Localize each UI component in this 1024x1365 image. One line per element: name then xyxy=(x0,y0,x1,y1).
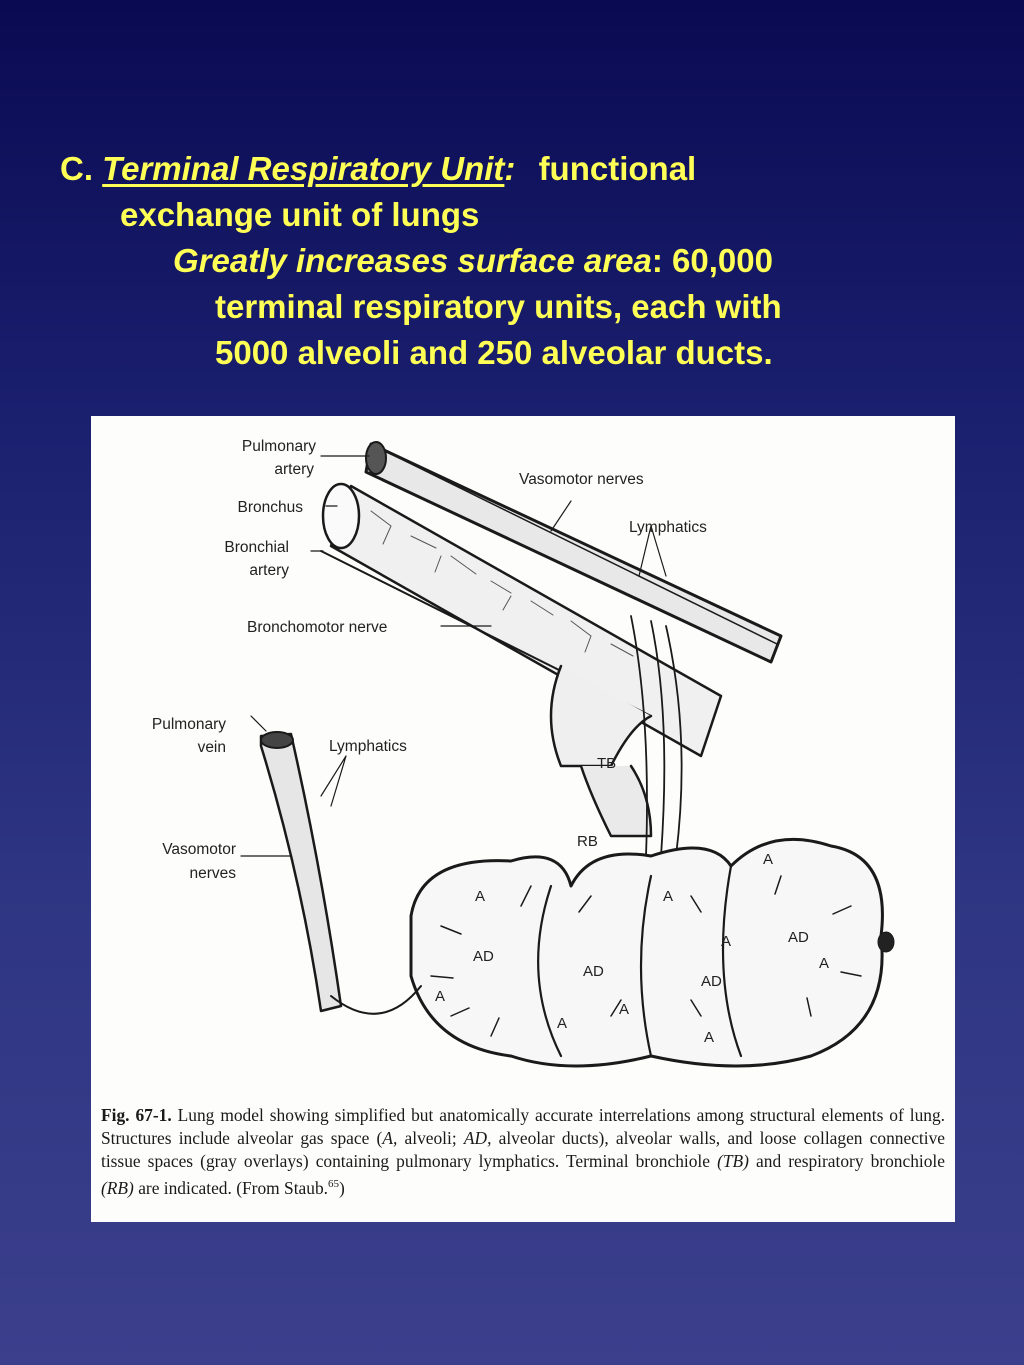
caption-a: A, xyxy=(382,1128,398,1148)
heading-line-3 xyxy=(173,238,773,284)
label-rb: RB xyxy=(577,833,598,850)
label-bronchial-artery-2: artery xyxy=(249,562,289,579)
label-alveoli: A xyxy=(704,1029,715,1046)
heading-line-1 xyxy=(60,146,696,192)
caption-text-2: alveoli; xyxy=(397,1128,464,1148)
label-alveoli: A xyxy=(619,1001,630,1018)
caption-text-1: Lung model showing simplified but anatomically accurate interrelations among structural elements of lung. Structures include alveolar gas space ( xyxy=(101,1105,946,1148)
heading-line-1-rest: functional xyxy=(538,150,697,187)
section-title-colon: : xyxy=(504,150,516,187)
label-vasomotor-nerves-2: nerves xyxy=(189,865,236,882)
label-lymphatics-mid: Lymphatics xyxy=(329,738,407,755)
lung-model-figure xyxy=(91,416,955,1222)
label-alveolar-duct: AD xyxy=(473,948,494,965)
label-pulmonary-artery-2: artery xyxy=(274,461,314,478)
label-pulmonary-artery-1: Pulmonary xyxy=(241,438,316,455)
label-vasomotor-nerves-top: Vasomotor nerves xyxy=(519,471,644,488)
caption-rb: (RB) xyxy=(101,1177,134,1198)
label-alveoli: A xyxy=(819,955,830,972)
caption-tb: (TB) xyxy=(717,1151,749,1171)
heading-line-3-rest: : 60,000 xyxy=(651,242,773,279)
caption-text-5: are indicated. (From Staub. xyxy=(133,1177,328,1198)
section-title: Terminal Respiratory Unit xyxy=(102,150,505,187)
label-pulmonary-vein-2: vein xyxy=(197,739,226,756)
label-alveoli: A xyxy=(435,988,446,1005)
label-alveoli: A xyxy=(763,851,774,868)
caption-reference: 65 xyxy=(328,1178,339,1190)
label-alveoli: A xyxy=(663,888,674,905)
label-bronchomotor-nerve: Bronchomotor nerve xyxy=(247,619,388,636)
section-letter: C. xyxy=(60,150,93,187)
label-alveolar-duct: AD xyxy=(583,963,604,980)
caption-text-3: alveolar ducts), alveolar walls, and loose collagen connective tissue spaces (gray overlays) containing pulmonary lymphatics. Terminal bronchiole xyxy=(101,1128,946,1171)
caption-ad: AD, xyxy=(463,1128,492,1148)
emphasis-surface-area: Greatly increases surface area xyxy=(173,242,652,279)
label-alveoli: A xyxy=(557,1015,568,1032)
label-alveoli: A xyxy=(475,888,486,905)
lung-model-illustration xyxy=(91,416,955,1096)
label-alveoli: A xyxy=(721,933,732,950)
label-alveolar-duct: AD xyxy=(701,973,722,990)
label-bronchial-artery-1: Bronchial xyxy=(224,539,289,556)
label-tb: TB xyxy=(597,755,617,772)
label-alveolar-duct: AD xyxy=(788,929,809,946)
heading-line-4: terminal respiratory units, each with xyxy=(215,288,782,325)
caption-text-6: ) xyxy=(339,1177,345,1198)
figure-number: Fig. 67-1. xyxy=(101,1105,172,1125)
heading-line-2: exchange unit of lungs xyxy=(120,196,480,233)
label-lymphatics-top: Lymphatics xyxy=(629,519,707,536)
caption-text-4: and respiratory bronchiole xyxy=(748,1151,945,1171)
figure-caption xyxy=(101,1104,945,1200)
label-vasomotor-nerves-1: Vasomotor xyxy=(162,841,236,858)
heading-line-5: 5000 alveoli and 250 alveolar ducts. xyxy=(215,334,773,371)
label-bronchus: Bronchus xyxy=(237,499,303,516)
label-pulmonary-vein-1: Pulmonary xyxy=(151,716,226,733)
